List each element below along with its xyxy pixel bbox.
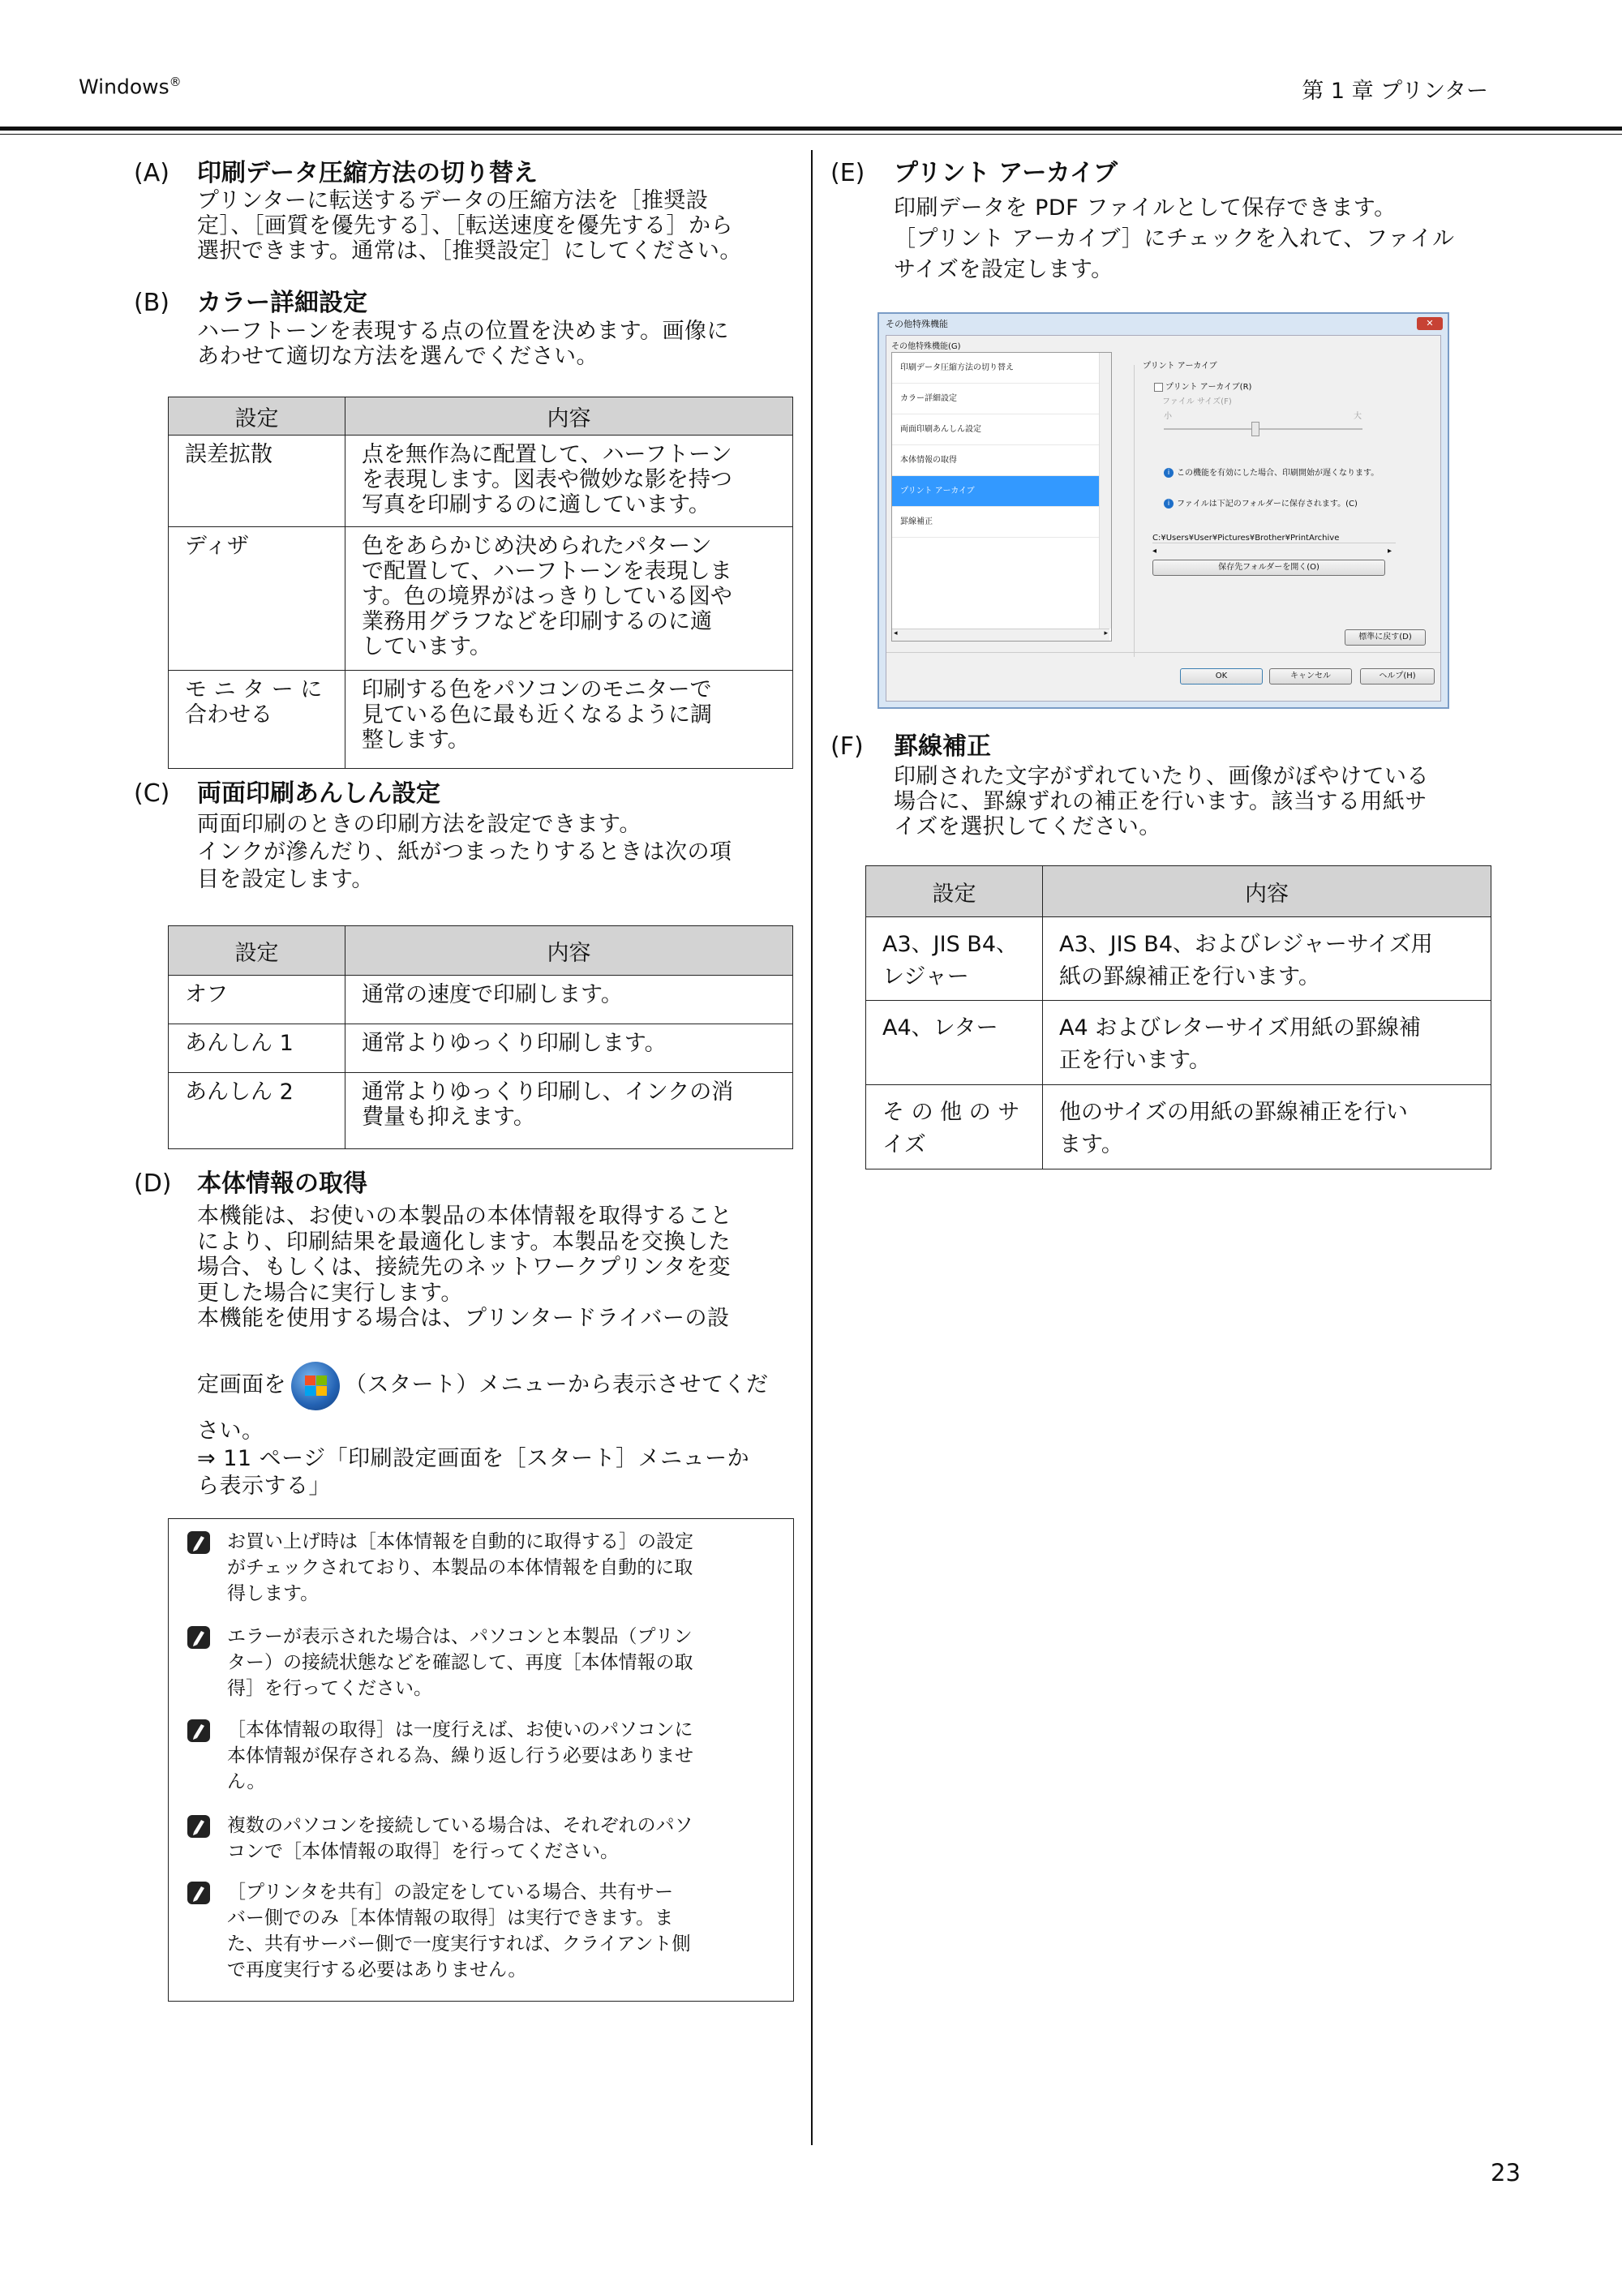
note-icon: [187, 1814, 211, 1839]
list-item[interactable]: 両面印刷あんしん設定: [892, 414, 1109, 445]
function-list-label: その他特殊機能(G): [891, 342, 961, 351]
section-a-title: (A) 印刷データ圧縮方法の切り替え: [134, 159, 538, 187]
section-d-body: 本機能は、お使いの本製品の本体情報を取得すること により、印刷結果を最適化します。本製品を交換した 場合、もしくは、接続先のネットワークプリンタを変 更した場合に実行します。 本機能を使用する場合は、プリンタードライバーの設: [197, 1204, 732, 1331]
table-cell-setting: あんしん 2: [169, 1073, 345, 1149]
duplex-table: [168, 925, 793, 1149]
note-icon: [187, 1719, 211, 1743]
open-folder-button[interactable]: 保存先フォルダーを開く(O): [1152, 560, 1385, 576]
slider-thumb[interactable]: [1251, 422, 1259, 436]
table-row: [866, 1085, 1491, 1169]
table-cell-setting: A4、レター: [866, 1001, 1043, 1085]
table-header-content: 内容: [345, 397, 793, 436]
page-number: 23: [1491, 2159, 1521, 2187]
scroll-right-icon[interactable]: ▸: [1104, 629, 1108, 637]
file-size-slider[interactable]: [1164, 428, 1362, 430]
table-cell-content: 他のサイズの用紙の罫線補正を行い ます。: [1043, 1085, 1491, 1169]
help-button[interactable]: ヘルプ(H): [1360, 668, 1435, 685]
list-scrollbar[interactable]: [892, 629, 1109, 641]
note-icon: [187, 1530, 211, 1555]
section-b-body: ハーフトーンを表現する点の位置を決めます。画像に あわせて適切な方法を選んでください。: [197, 319, 729, 369]
table-header-setting: 設定: [866, 866, 1043, 917]
table-row: [866, 917, 1491, 1001]
table-row: [866, 1001, 1491, 1085]
ok-button[interactable]: OK: [1180, 668, 1263, 685]
footer-separator: [886, 652, 1440, 653]
section-b-title: (B) カラー詳細設定: [134, 289, 367, 317]
table-cell-content: 印刷する色をパソコンのモニターで 見ている色に最も近くなるように調 整します。: [345, 671, 793, 769]
archive-group-label: プリント アーカイブ: [1143, 362, 1217, 371]
table-row: [169, 527, 793, 671]
info-message-2: i ファイルは下記のフォルダーに保存されます。(C): [1164, 496, 1358, 509]
list-vscrollbar[interactable]: [1099, 353, 1111, 629]
table-row: [169, 1073, 793, 1149]
running-header-left: Windows®: [79, 75, 182, 99]
list-item[interactable]: 本体情報の取得: [892, 445, 1109, 476]
ruled-line-table: [865, 865, 1491, 1169]
table-cell-setting: あんしん 1: [169, 1024, 345, 1073]
table-header-row: [169, 926, 793, 976]
table-cell-setting: そ の 他 の サ イズ: [866, 1085, 1043, 1169]
table-row: [169, 436, 793, 527]
windows-start-icon: [291, 1362, 340, 1410]
table-header-content: 内容: [1043, 866, 1491, 917]
table-cell-content: A4 およびレターサイズ用紙の罫線補 正を行います。: [1043, 1001, 1491, 1085]
table-header-row: [169, 397, 793, 436]
note-icon: [187, 1881, 211, 1905]
table-header-row: [866, 866, 1491, 917]
scroll-left-icon[interactable]: ◂: [894, 629, 898, 637]
restore-default-button[interactable]: 標準に戻す(D): [1345, 629, 1426, 646]
table-cell-content: 点を無作為に配置して、ハーフトーン を表現します。図表や微妙な影を持つ 写真を印刷するのに適しています。: [345, 436, 793, 527]
close-icon[interactable]: ✕: [1417, 317, 1443, 330]
note-icon: [187, 1625, 211, 1650]
panel-separator: [1134, 365, 1135, 657]
start-menu-line: 定画面を （スタート）メニューから表示させてくだ: [197, 1361, 805, 1410]
table-header-setting: 設定: [169, 397, 345, 436]
table-cell-content: 通常よりゆっくり印刷し、インクの消 費量も抑えます。: [345, 1073, 793, 1149]
page-reference-link[interactable]: ⇒ 11 ページ「印刷設定画面を［スタート］メニューか ら表示する」: [197, 1446, 750, 1499]
section-c-title: (C) 両面印刷あんしん設定: [134, 779, 440, 808]
special-functions-dialog: [878, 312, 1449, 709]
halftone-table: [168, 397, 793, 769]
table-row: [169, 1024, 793, 1073]
table-header-content: 内容: [345, 926, 793, 976]
file-size-label: ファイル サイズ(F): [1162, 397, 1232, 406]
table-header-setting: 設定: [169, 926, 345, 976]
archive-path: C:¥Users¥User¥Pictures¥Brother¥PrintArchive: [1152, 534, 1396, 543]
list-item-selected[interactable]: プリント アーカイブ: [892, 476, 1109, 507]
section-e-title: (E) プリント アーカイブ: [830, 159, 1118, 187]
table-cell-setting: モ ニ タ ー に 合わせる: [169, 671, 345, 769]
header-rule: [0, 127, 1622, 131]
list-item[interactable]: 罫線補正: [892, 507, 1109, 538]
info-message-1: i この機能を有効にした場合、印刷開始が遅くなります。: [1164, 466, 1379, 478]
list-item[interactable]: カラー詳細設定: [892, 384, 1109, 414]
header-rule-thin: [0, 134, 1622, 135]
notes-box: お買い上げ時は［本体情報を自動的に取得する］の設定 がチェックされており、本製品の本体情報を自動的に取 得します。 エラーが表示された場合は、パソコンと本製品（プリン ター）の接続状態などを確認して、再度［本体情報の取 得］を行ってください。 ［本体情報の取得］は一度行えば、お使いのパソコンに 本体情報が保存される為、繰り返し行う必要はありませ ん。 複数のパソコンを接続している場合は、それぞれのパソ コンで［本体情報の取得］を行ってください。 ［プリンタを共有］の設定をしている場合、共有サー バー側でのみ［本体情報の取得］は実行できます。ま た、共有サーバー側で一度実行すれば、クライアント側 で再度実行する必要はありません。: [168, 1518, 794, 2002]
table-cell-content: 通常よりゆっくり印刷します。: [345, 1024, 793, 1073]
slider-min-label: 小: [1164, 412, 1172, 421]
section-f-body: 印刷された文字がずれていたり、画像がぼやけている 場合に、罫線ずれの補正を行います。該当する用紙サ イズを選択してください。: [894, 764, 1429, 839]
table-cell-content: 色をあらかじめ決められたパターン で配置して、ハーフトーンを表現しま す。色の境界がはっきりしている図や 業務用グラフなどを印刷するのに適 しています。: [345, 527, 793, 671]
function-list[interactable]: [891, 352, 1112, 642]
slider-max-label: 大: [1354, 412, 1362, 421]
section-f-title: (F) 罫線補正: [830, 732, 991, 761]
section-d-title: (D) 本体情報の取得: [134, 1169, 367, 1198]
scroll-right-icon[interactable]: ▸: [1388, 547, 1392, 556]
table-cell-content: 通常の速度で印刷します。: [345, 976, 793, 1024]
table-cell-content: A3、JIS B4、およびレジャーサイズ用 紙の罫線補正を行います。: [1043, 917, 1491, 1001]
section-c-body: 両面印刷のときの印刷方法を設定できます。 インクが滲んだり、紙がつまったりするときは次の項 目を設定します。: [197, 812, 732, 892]
table-cell-setting: ディザ: [169, 527, 345, 671]
list-item[interactable]: 印刷データ圧縮方法の切り替え: [892, 353, 1109, 384]
dialog-body: [886, 335, 1441, 702]
table-cell-setting: A3、JIS B4、 レジャー: [866, 917, 1043, 1001]
table-cell-setting: 誤差拡散: [169, 436, 345, 527]
table-cell-setting: オフ: [169, 976, 345, 1024]
running-header-right: 第 1 章 プリンター: [1302, 79, 1488, 104]
table-row: [169, 671, 793, 769]
table-row: [169, 976, 793, 1024]
section-d-tail: さい。 ⇒ 11 ページ「印刷設定画面を［スタート］メニューか ら表示する」: [197, 1418, 801, 1500]
cancel-button[interactable]: キャンセル: [1269, 668, 1352, 685]
column-divider: [811, 150, 813, 2145]
scroll-left-icon[interactable]: ◂: [1152, 547, 1157, 556]
archive-checkbox[interactable]: プリント アーカイブ(R): [1154, 380, 1251, 392]
dialog-title: その他特殊機能: [886, 319, 948, 329]
info-icon: i: [1164, 499, 1174, 509]
section-a-body: プリンターに転送するデータの圧縮方法を［推奨設 定］、［画質を優先する］、［転送速度を優先する］から 選択できます。通常は、［推奨設定］にしてください。: [197, 188, 742, 264]
section-e-body: 印刷データを PDF ファイルとして保存できます。 ［プリント アーカイブ］にチェックを入れて、ファイル サイズを設定します。: [894, 195, 1455, 282]
info-icon: i: [1164, 468, 1174, 478]
